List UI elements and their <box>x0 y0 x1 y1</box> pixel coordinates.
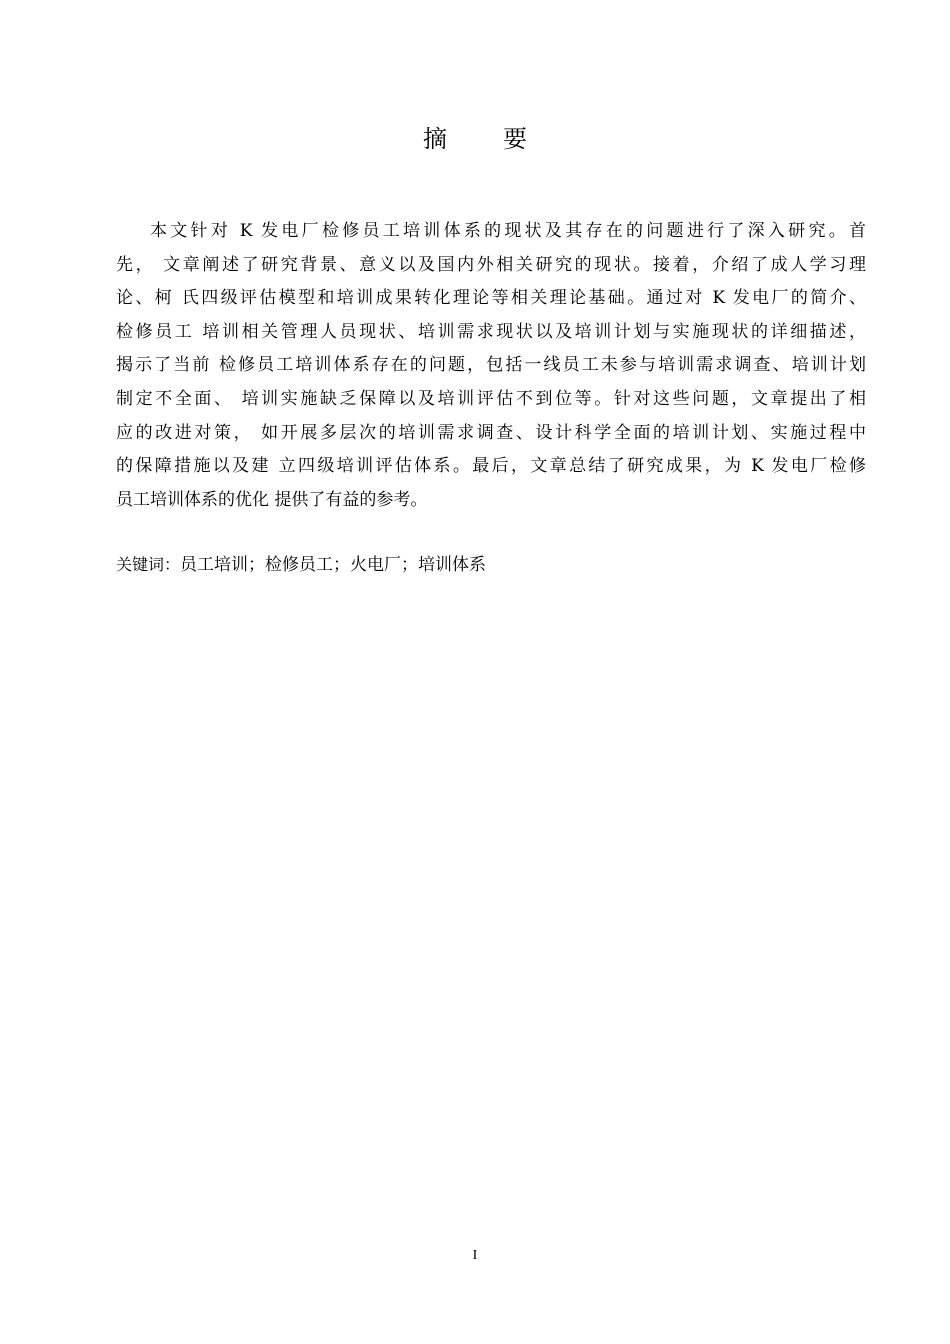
abstract-body <box>116 215 866 517</box>
abstract-line: 检修员工 培训相关管理人员现状、培训需求现状以及培训计划与实施现状的详细描述， <box>116 321 866 342</box>
keywords-value: 员工培训；检修员工；火电厂；培训体系 <box>180 555 487 575</box>
abstract-line: 先， 文章阐述了研究背景、意义以及国内外相关研究的现状。接着，介绍了成人学习理 <box>116 254 866 275</box>
keywords <box>116 551 866 579</box>
page-number: I <box>472 1248 478 1263</box>
abstract-line: 员工培训体系的优化 提供了有益的参考。 <box>116 489 428 510</box>
abstract-line: 本文针对 K 发电厂检修员工培训体系的现状及其存在的问题进行了深入研究。首 <box>150 221 866 241</box>
abstract-line: 揭示了当前 检修员工培训体系存在的问题，包括一线员工未参与培训需求调查、培训计划 <box>116 355 866 376</box>
abstract-line: 的保障措施以及建 立四级培训评估体系。最后，文章总结了研究成果，为 K 发电厂检修 <box>116 456 866 477</box>
abstract-line: 论、柯 氏四级评估模型和培训成果转化理论等相关理论基础。通过对 K 发电厂的简介、 <box>116 288 866 309</box>
page-title: 摘 要 <box>423 125 543 153</box>
keywords-label: 关键词： <box>116 555 181 574</box>
abstract-line: 应的改进对策， 如开展多层次的培训需求调查、设计科学全面的培训计划、实施过程中 <box>116 422 866 443</box>
abstract-line: 制定不全面、 培训实施缺乏保障以及培训评估不到位等。针对这些问题，文章提出了相 <box>116 388 866 409</box>
